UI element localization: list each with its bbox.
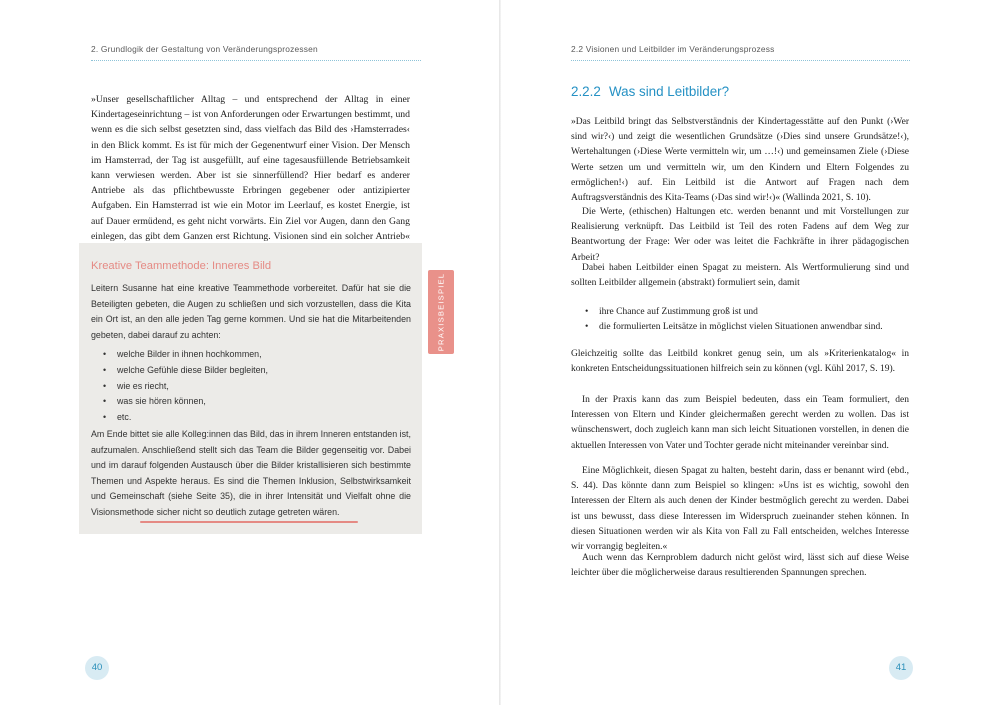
list-item-text: was sie hören können, bbox=[117, 396, 206, 407]
bullet-icon: • bbox=[103, 380, 107, 391]
box-outro: Am Ende bittet sie alle Kolleg:innen das Bild, das in ihrem Inneren entstanden ist, aufzumalen. Anschließend stellt sich das Team die Bilder gegenseitig vor. Dabei und im darauf folgenden Austausch über die Bilder kristallisieren sich bestimmte Themen und Aspekte heraus. Es sind die Themen Inklusion, Selbstwirksamkeit und Gemeinschaft (siehe Seite 35), die in ihrer Intensität und Vielfalt ohne die Visionsmethode sicher nicht so deutlich zutage getreten wären. bbox=[91, 429, 411, 517]
leitbild-bullet-list bbox=[585, 305, 883, 335]
bullet-icon: • bbox=[103, 412, 107, 423]
list-item-text: welche Bilder in ihnen hochkommen, bbox=[117, 349, 262, 359]
list-item bbox=[585, 320, 883, 335]
paragraph-7: Auch wenn das Kernproblem dadurch nicht gelöst wird, lässt sich auf diese Weise leichter über die möglicherweise daraus resultierenden Spannungen sprechen. bbox=[571, 553, 909, 579]
bullet-icon: • bbox=[103, 396, 107, 407]
list-item bbox=[585, 305, 883, 320]
paragraph-4: Gleichzeitig sollte das Leitbild konkret genug sein, um als »Kriterienkatalog« in konkreten Entscheidungssituationen hilfreich sein zu können (vgl. Kühl 2017, S. 19). bbox=[571, 349, 909, 375]
box-intro: Leitern Susanne hat eine kreative Teammethode vorbereitet. Dafür hat sie die Beteiligten gebeten, die Augen zu schließen und sich vorzustellen, dass die Kita ein Ort ist, an den alle jeden Tag gerne kommen. Und sie hat die Mitarbeitenden gebeten, dabei darauf zu achten: bbox=[91, 283, 411, 340]
list-item-text: welche Gefühle diese Bilder begleiten, bbox=[117, 364, 268, 375]
list-item-text: die formulierten Leitsätze in möglichst vielen Situationen anwendbar sind. bbox=[599, 322, 883, 333]
right-running-head: 2.2 Visionen und Leitbilder im Veränderungsprozess bbox=[571, 44, 775, 54]
bullet-icon: • bbox=[585, 322, 589, 333]
paragraph-3: Dabei haben Leitbilder einen Spagat zu meistern. Als Wertformulierung sind und sollten Leitbilder allgemein (abstrakt) formuliert sein, damit bbox=[571, 263, 909, 289]
section-number: 2.2.2 bbox=[571, 84, 601, 99]
list-item bbox=[103, 379, 268, 395]
paragraph-2: Die Werte, (ethischen) Haltungen etc. werden benannt und mit Vorstellungen zur Realisierung verknüpft. Das Leitbild ist Teil des roten Fadens auf dem Weg zur Beantwortung der Frage: Wer oder was leitet die Fachkräfte in ihrer pädagogischen Arbeit? bbox=[571, 207, 909, 263]
page-number-left: 40 bbox=[85, 656, 109, 680]
roth-quote: »Unser gesellschaftlicher Alltag – und entsprechend der Alltag in einer Kindertageseinrichtung – ist von Anforderungen oder Erwartungen bestimmt, und wenn es die sich selbst gesetzten sind, dass vielfach das Bild des ›Hamsterrades‹ in den Blick kommt. Es ist für mich der Gegenentwurf einer Vision. Der Mensch im Hamsterrad, der Tag ist ausgefüllt, auf eine tagesausfüllende Betriebsamkeit kann verwiesen werden. Aber ist sie sinnerfüllend? Hier bedarf es anderer Antriebe als das pflichtbewusste Erbringen gegebener oder antizipierter Aufgaben. Ein Hamsterrad ist wie ein Motor im Leerlauf, es kostet Energie, ist auf Dauer ermüdend, es geht nicht vorwärts. Ein Ziel vor Augen, dann den Gang einlegen, das gibt dem Ganzen erst Richtung. Visionen sind ein solcher Antrieb« bbox=[91, 94, 410, 242]
paragraph-5: In der Praxis kann das zum Beispiel bedeuten, dass ein Team formuliert, den Interessen von Eltern und Kinder gleichermaßen gerecht werden zu wollen. Das ist wünschenswert, doch zugleich kann man sich leicht Situationen vorstellen, in denen die aktuellen Interessen von Vater und Tochter gerade nicht miteinander vereinbar sind. bbox=[571, 395, 909, 451]
list-item bbox=[103, 410, 268, 426]
list-item-text: etc. bbox=[117, 412, 132, 423]
list-item-text: wie es riecht, bbox=[117, 380, 169, 391]
section-title: Was sind Leitbilder? bbox=[609, 84, 730, 99]
list-item-text: ihre Chance auf Zustimmung groß ist und bbox=[599, 307, 758, 317]
left-header-rule bbox=[91, 60, 421, 61]
list-item bbox=[103, 363, 268, 379]
bullet-icon: • bbox=[103, 364, 107, 375]
paragraph-6: Eine Möglichkeit, diesen Spagat zu halten, besteht darin, dass er benannt wird (ebd., S. 44). Das könnte dann zum Beispiel so klingen: »Uns ist es wichtig, sowohl den Interessen der Eltern als auch denen der Kinder bestmöglich gerecht zu werden. Dabei ist uns bewusst, dass diese Interessen im Widerspruch zueinander stehen können. In diesen Situationen werden wir als Kita von Fall zu Fall entscheiden, welches Interesse wir vorrangig begleiten.« bbox=[571, 466, 909, 553]
side-tab-label: PRAXISBEISPIEL bbox=[436, 272, 446, 352]
page-number-right: 41 bbox=[889, 656, 913, 680]
box-bottom-rule bbox=[140, 521, 358, 523]
section-heading bbox=[571, 84, 729, 99]
bullet-icon: • bbox=[585, 307, 589, 317]
practice-example-box bbox=[79, 243, 422, 534]
book-spine bbox=[499, 0, 501, 705]
praxisbeispiel-tab bbox=[428, 270, 454, 354]
left-running-head: 2. Grundlogik der Gestaltung von Veränderungsprozessen bbox=[91, 44, 318, 54]
box-title: Kreative Teammethode: Inneres Bild bbox=[91, 260, 272, 272]
list-item bbox=[103, 394, 268, 410]
paragraph-1: »Das Leitbild bringt das Selbstverständnis der Kindertagesstätte auf den Punkt (›Wer sind wir?‹) und zeigt die wesentlichen Grundsätze (›Dies sind unsere Grundsätze!‹), Wertehaltungen (›Diese Werte vermitteln wir, um …!‹) und gemeinsamen Ziele (›Diese Werte setzen um und vermitteln wir, um den Kindern und Eltern Folgendes zu ermöglichen!‹) auf. Ein Leitbild ist die Antwort auf Fragen nach dem Auftragsverständnis des Kita-Teams (›Das sind wir!‹)« (Wallinda 2021, S. 10). bbox=[571, 117, 909, 204]
box-bullet-list bbox=[103, 347, 268, 426]
bullet-icon: • bbox=[103, 349, 107, 359]
list-item bbox=[103, 347, 268, 363]
right-header-rule bbox=[571, 60, 910, 61]
